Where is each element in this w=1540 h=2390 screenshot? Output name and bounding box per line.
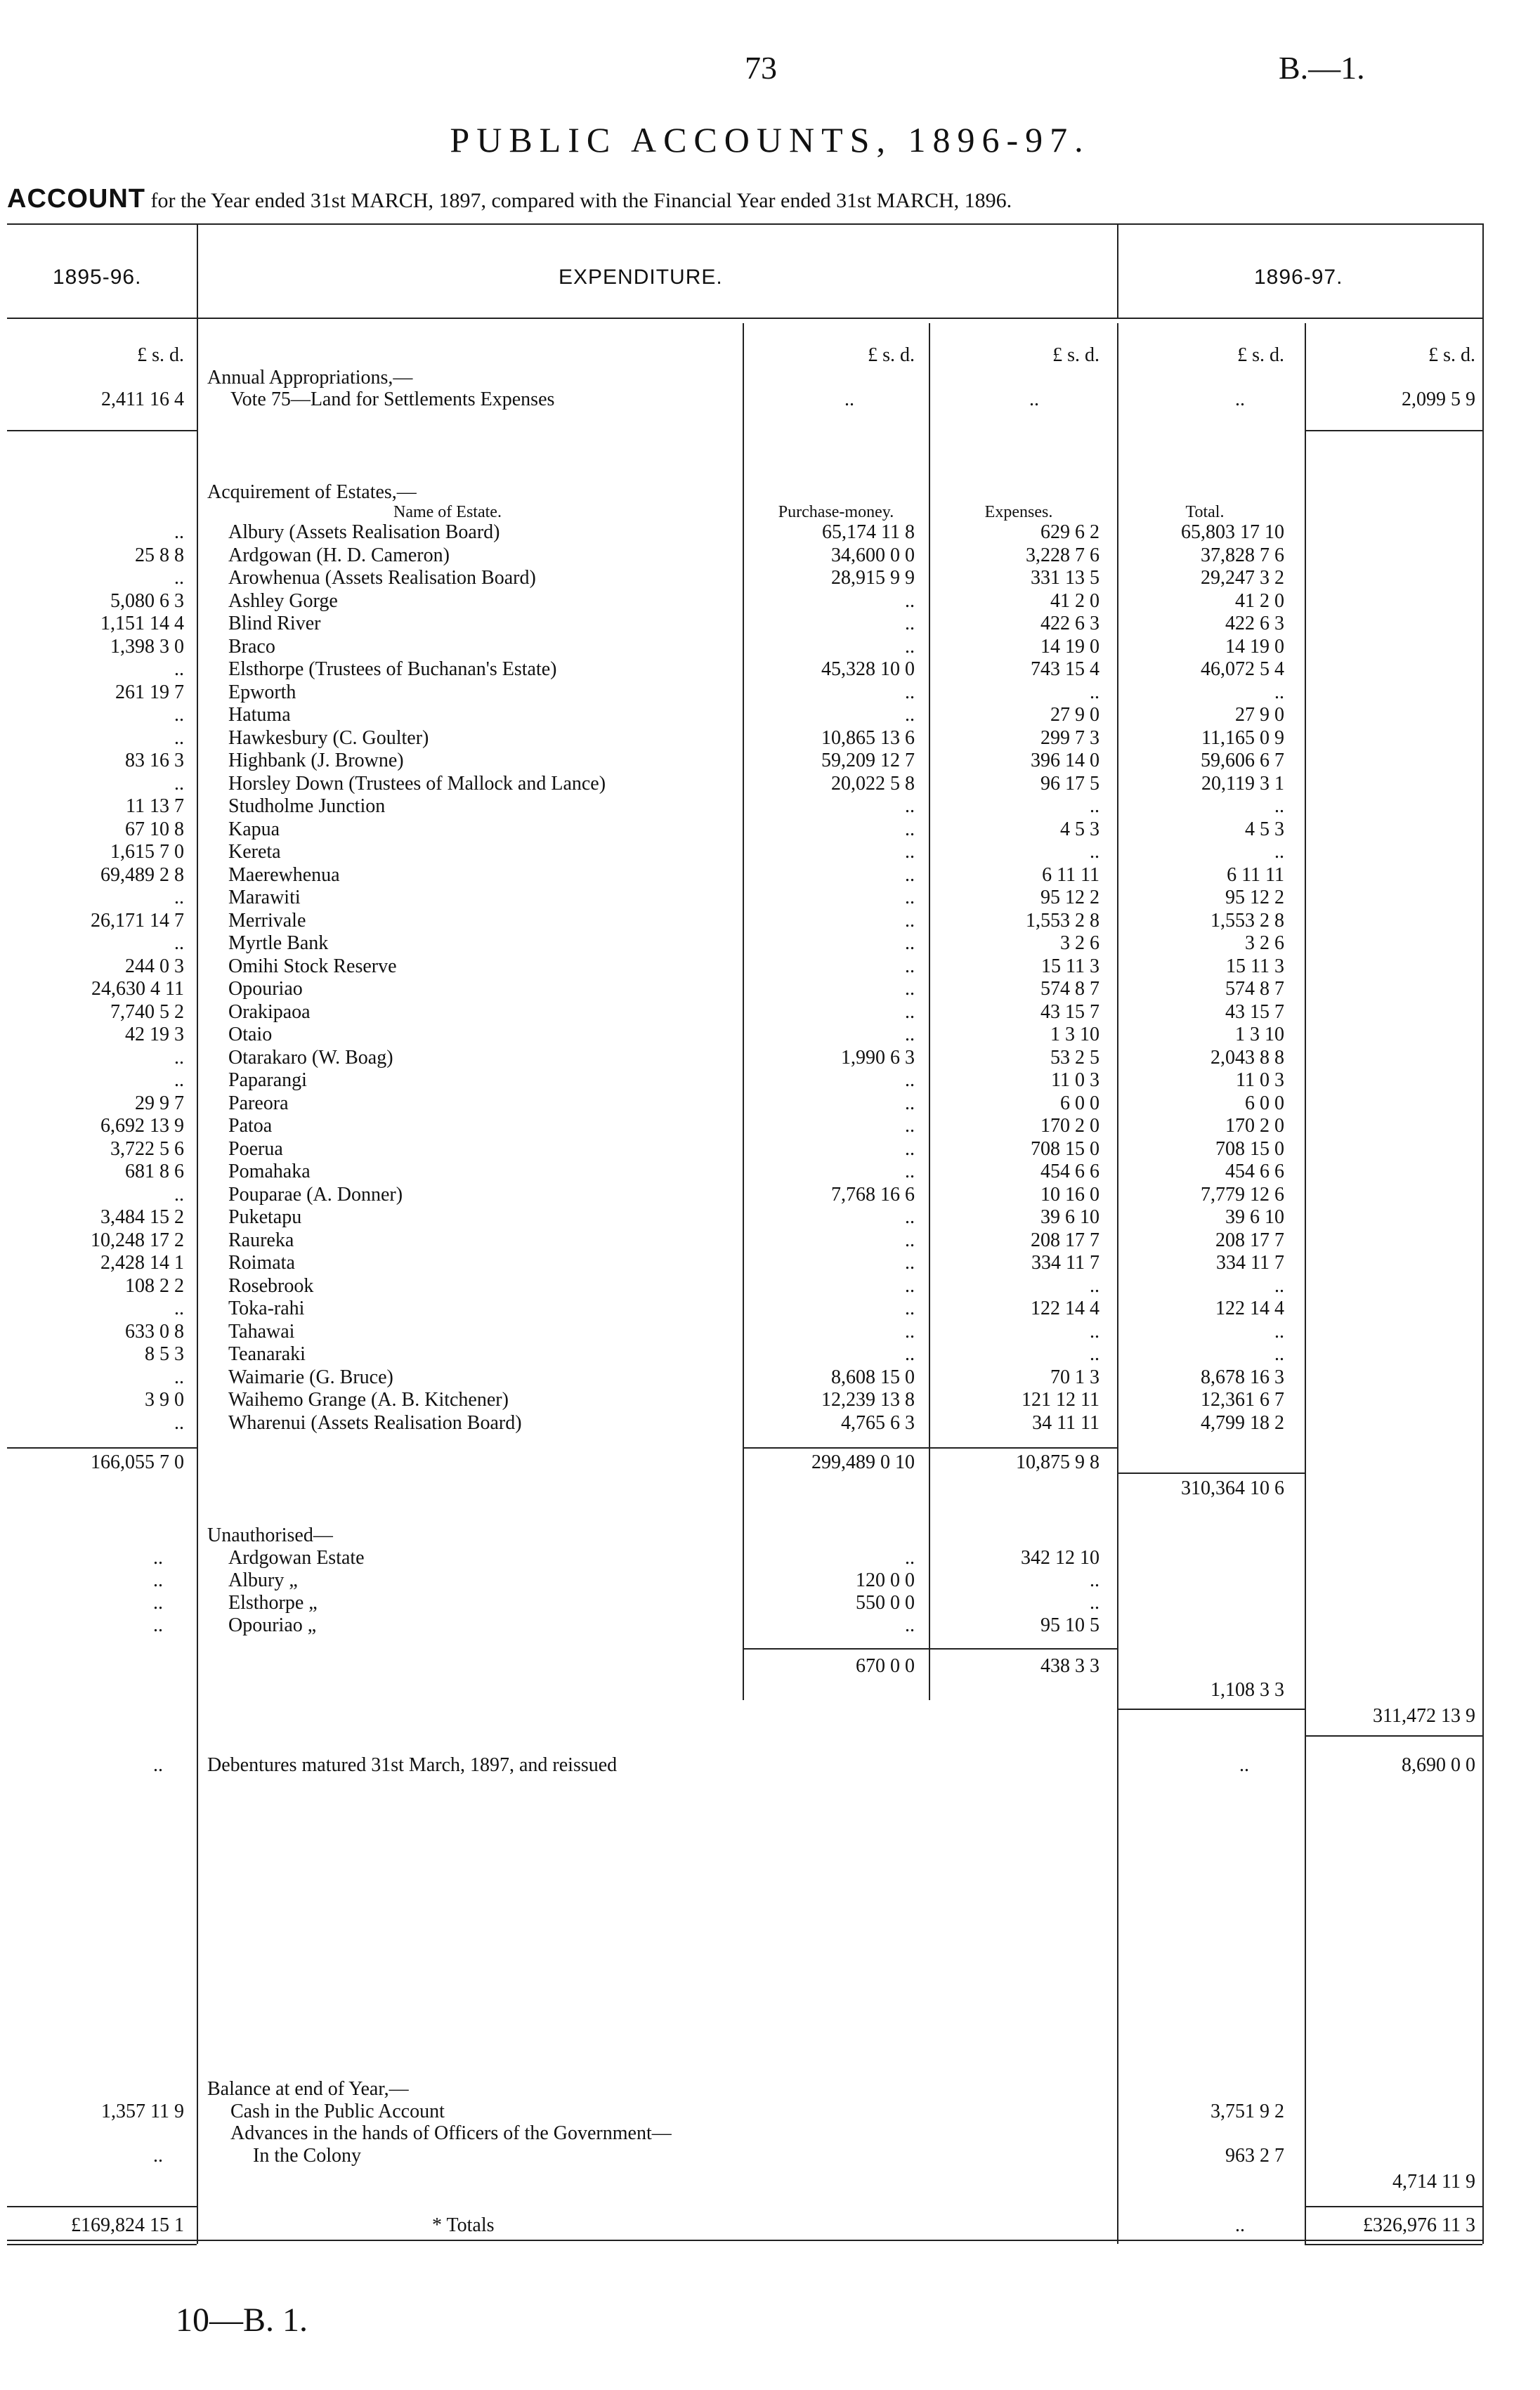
estate-expenses: 43 15 7 (1040, 1001, 1099, 1023)
annual-current-value: 2,099 5 9 (1402, 388, 1475, 410)
estate-prev-value: 1,151 14 4 (100, 613, 184, 634)
estate-expenses: 10 16 0 (1040, 1184, 1099, 1206)
unauth-name: Albury „ (228, 1569, 298, 1591)
estate-total: .. (1274, 795, 1284, 817)
header-year-1895: 1895-96. (53, 266, 142, 289)
estate-purchase-money: .. (905, 636, 915, 658)
unauth-name: Opouriao „ (228, 1614, 317, 1636)
estate-prev-value: .. (174, 704, 184, 726)
estate-prev-value: 2,428 14 1 (100, 1252, 184, 1274)
estate-expenses: 121 12 11 (1022, 1389, 1099, 1411)
estate-total: 4 5 3 (1245, 818, 1284, 840)
acq-prev-subtotal-rule (7, 1447, 197, 1449)
estate-prev-value: 3,722 5 6 (110, 1138, 184, 1160)
estate-expenses: 53 2 5 (1050, 1047, 1099, 1069)
estate-purchase-money: 28,915 9 9 (831, 567, 915, 589)
estate-prev-value: 5,080 6 3 (110, 590, 184, 612)
unauth-prev-value: .. (153, 1614, 163, 1636)
balance-heading: Balance at end of Year,— (207, 2078, 409, 2100)
estate-purchase-money: .. (905, 1229, 915, 1251)
estate-name: Blind River (228, 613, 321, 634)
estate-name: Hawkesbury (C. Goulter) (228, 727, 429, 749)
estate-expenses: 454 6 6 (1040, 1161, 1099, 1182)
estate-expenses: .. (1090, 1275, 1099, 1297)
unauth-expenses: 95 10 5 (1040, 1614, 1099, 1636)
lsd-caption-prev: £ s. d. (137, 344, 184, 366)
unauth-prev-value: .. (153, 1592, 163, 1614)
estate-total: 422 6 3 (1225, 613, 1284, 634)
unauth-purchase-money: .. (905, 1547, 915, 1569)
estate-prev-value: 7,740 5 2 (110, 1001, 184, 1023)
estate-prev-value: 3,484 15 2 (100, 1206, 184, 1228)
header-expenditure: EXPENDITURE. (559, 266, 723, 289)
estate-name: Toka-rahi (228, 1298, 305, 1319)
estate-total: 1,553 2 8 (1211, 910, 1284, 932)
estate-total: 170 2 0 (1225, 1115, 1284, 1137)
header-bottom-rule (7, 318, 1484, 319)
estate-prev-value: 10,248 17 2 (91, 1229, 184, 1251)
estate-name: Elsthorpe (Trustees of Buchanan's Estate) (228, 658, 557, 680)
estate-total: 1 3 10 (1235, 1024, 1284, 1045)
estate-purchase-money: 65,174 11 8 (822, 521, 915, 543)
unauth-purchase-money: 550 0 0 (856, 1592, 915, 1614)
account-subtitle (7, 184, 1012, 214)
unauth-purchase-subtotal: 670 0 0 (856, 1655, 915, 1677)
estate-prev-value: 1,398 3 0 (110, 636, 184, 658)
estate-prev-value: 108 2 2 (125, 1275, 184, 1297)
estate-purchase-money: .. (905, 1321, 915, 1343)
estate-prev-value: 29 9 7 (135, 1092, 184, 1114)
estate-prev-value: 24,630 4 11 (91, 978, 184, 1000)
estate-name: Epworth (228, 681, 296, 703)
debentures-prev-value: .. (153, 1754, 163, 1776)
estate-name: Wharenui (Assets Realisation Board) (228, 1412, 522, 1434)
estate-prev-value: 244 0 3 (125, 955, 184, 977)
estate-expenses: 422 6 3 (1040, 613, 1099, 634)
estate-total: 11 0 3 (1236, 1069, 1284, 1091)
estate-expenses: 15 11 3 (1041, 955, 1099, 977)
estate-purchase-money: .. (905, 1343, 915, 1365)
header-year-1896: 1896-97. (1254, 266, 1343, 289)
annual-leader-expenses: .. (1029, 388, 1039, 410)
unauth-expenses: .. (1090, 1592, 1099, 1614)
estate-total: 37,828 7 6 (1201, 544, 1284, 566)
debentures-current-value: 8,690 0 0 (1402, 1754, 1475, 1776)
estate-prev-value: .. (174, 567, 184, 589)
estate-total: 7,779 12 6 (1201, 1184, 1284, 1206)
estate-total: 95 12 2 (1225, 887, 1284, 908)
estate-name: Roimata (228, 1252, 295, 1274)
estate-purchase-money: .. (905, 1298, 915, 1319)
estate-total: 15 11 3 (1226, 955, 1284, 977)
unauth-expenses: .. (1090, 1569, 1099, 1591)
estate-prev-value: .. (174, 887, 184, 908)
estate-expenses: 3 2 6 (1060, 932, 1099, 954)
estate-total: 27 9 0 (1235, 704, 1284, 726)
estate-total: 14 19 0 (1225, 636, 1284, 658)
estate-purchase-money: .. (905, 978, 915, 1000)
estate-name: Waihemo Grange (A. B. Kitchener) (228, 1389, 509, 1411)
page-number: 73 (745, 50, 777, 86)
estate-total: 708 15 0 (1215, 1138, 1284, 1160)
divider-right-edge (1482, 223, 1484, 2244)
estate-expenses: 6 11 11 (1042, 864, 1099, 886)
estate-purchase-money: .. (905, 1069, 915, 1091)
totals-current-value: £326,976 11 3 (1363, 2214, 1475, 2236)
estate-total: .. (1274, 1343, 1284, 1365)
sub-header-purchase: Purchase-money. (778, 503, 894, 521)
annual-prev-value: 2,411 16 4 (101, 388, 184, 410)
estate-purchase-money: 34,600 0 0 (831, 544, 915, 566)
unauth-prev-value: .. (153, 1569, 163, 1591)
unauth-expenses-subtotal: 438 3 3 (1040, 1655, 1099, 1677)
unauth-purchase-money: .. (905, 1614, 915, 1636)
estate-purchase-money: .. (905, 841, 915, 863)
estate-name: Hatuma (228, 704, 291, 726)
estate-total: 39 6 10 (1225, 1206, 1284, 1228)
divider-header-right (1117, 223, 1118, 319)
estate-name: Arowhenua (Assets Realisation Board) (228, 567, 536, 589)
unauth-name: Elsthorpe „ (228, 1592, 318, 1614)
estate-name: Myrtle Bank (228, 932, 329, 954)
estate-purchase-money: .. (905, 932, 915, 954)
estate-name: Braco (228, 636, 275, 658)
acq-total-subtotal: 310,364 10 6 (1181, 1477, 1284, 1499)
estate-name: Opouriao (228, 978, 303, 1000)
estate-name: Patoa (228, 1115, 273, 1137)
cash-total: 3,751 9 2 (1211, 2101, 1284, 2122)
debentures-label: Debentures matured 31st March, 1897, and reissued (207, 1754, 618, 1776)
estate-expenses: 41 2 0 (1050, 590, 1099, 612)
estate-purchase-money: .. (905, 864, 915, 886)
estate-name: Merrivale (228, 910, 306, 932)
estate-purchase-money: .. (905, 1275, 915, 1297)
estate-name: Waimarie (G. Bruce) (228, 1366, 393, 1388)
estate-expenses: .. (1090, 681, 1099, 703)
estate-total: 6 0 0 (1245, 1092, 1284, 1114)
grand-subtotal-rule (1305, 1735, 1482, 1737)
advances-label: Advances in the hands of Officers of the Government— (230, 2122, 672, 2144)
annual-leader-total: .. (1235, 388, 1245, 410)
estate-total: 65,803 17 10 (1181, 521, 1284, 543)
estate-name: Rosebrook (228, 1275, 314, 1297)
acq-subtotal-rule (743, 1447, 1117, 1449)
estate-prev-value: 69,489 2 8 (100, 864, 184, 886)
totals-double-rule-left (7, 2244, 197, 2245)
estate-purchase-money: .. (905, 1161, 915, 1182)
colony-prev-value: .. (153, 2145, 163, 2167)
estate-purchase-money: 1,990 6 3 (841, 1047, 915, 1069)
estate-purchase-money: 59,209 12 7 (821, 750, 915, 771)
estate-purchase-money: .. (905, 704, 915, 726)
estate-name: Pomahaka (228, 1161, 311, 1182)
estate-expenses: 34 11 11 (1032, 1412, 1099, 1434)
estate-expenses: .. (1090, 795, 1099, 817)
estate-expenses: 743 15 4 (1031, 658, 1099, 680)
estate-name: Puketapu (228, 1206, 302, 1228)
estate-total: 11,165 0 9 (1201, 727, 1284, 749)
estate-name: Omihi Stock Reserve (228, 955, 397, 977)
estate-expenses: 39 6 10 (1040, 1206, 1099, 1228)
estate-name: Teanaraki (228, 1343, 306, 1365)
unauth-total: 1,108 3 3 (1211, 1679, 1284, 1701)
unauth-expenses: 342 12 10 (1021, 1547, 1099, 1569)
estate-expenses: 95 12 2 (1040, 887, 1099, 908)
estate-expenses: 4 5 3 (1060, 818, 1099, 840)
estate-expenses: 708 15 0 (1031, 1138, 1099, 1160)
acq-heading: Acquirement of Estates,— (207, 481, 417, 503)
unauth-prev-value: .. (153, 1547, 163, 1569)
estate-prev-value: .. (174, 1412, 184, 1434)
page-title: PUBLIC ACCOUNTS, 1896-97. (450, 120, 1090, 159)
totals-bottom-rule-left (7, 2240, 197, 2241)
estate-purchase-money: .. (905, 1252, 915, 1274)
estate-prev-value: 261 19 7 (115, 681, 184, 703)
estate-purchase-money: 8,608 15 0 (831, 1366, 915, 1388)
header-top-rule (7, 223, 1484, 225)
estate-name: Kapua (228, 818, 280, 840)
estate-prev-value: 26,171 14 7 (91, 910, 184, 932)
estate-name: Otarakaro (W. Boag) (228, 1047, 393, 1069)
estate-total: .. (1274, 1275, 1284, 1297)
annual-leader-purchase: .. (844, 388, 854, 410)
estate-prev-value: .. (174, 727, 184, 749)
unauth-purchase-money: 120 0 0 (856, 1569, 915, 1591)
acq-expenses-subtotal: 10,875 9 8 (1016, 1451, 1099, 1473)
estate-prev-value: 11 13 7 (126, 795, 184, 817)
totals-double-rule-right (1305, 2244, 1482, 2245)
estate-expenses: 574 8 7 (1040, 978, 1099, 1000)
estate-name: Pareora (228, 1092, 289, 1114)
totals-bottom-rule-right (1305, 2240, 1482, 2241)
estate-total: .. (1274, 681, 1284, 703)
annual-prev-rule (7, 430, 197, 431)
estate-total: 122 14 4 (1215, 1298, 1284, 1319)
estate-name: Kereta (228, 841, 281, 863)
estate-purchase-money: .. (905, 910, 915, 932)
account-subtitle-bold: ACCOUNT (7, 184, 145, 214)
estate-purchase-money: 45,328 10 0 (821, 658, 915, 680)
estate-expenses: 96 17 5 (1040, 773, 1099, 795)
estate-purchase-money: .. (905, 1092, 915, 1114)
cash-prev-value: 1,357 11 9 (101, 2101, 184, 2122)
estate-expenses: 170 2 0 (1040, 1115, 1099, 1137)
estate-expenses: 396 14 0 (1031, 750, 1099, 771)
lsd-caption-expenses: £ s. d. (1052, 344, 1099, 366)
estate-name: Marawiti (228, 887, 301, 908)
estate-name: Albury (Assets Realisation Board) (228, 521, 500, 543)
estate-total: 29,247 3 2 (1201, 567, 1284, 589)
estate-total: 8,678 16 3 (1201, 1366, 1284, 1388)
acq-purchase-subtotal: 299,489 0 10 (811, 1451, 915, 1473)
estate-purchase-money: .. (905, 887, 915, 908)
estate-purchase-money: 20,022 5 8 (831, 773, 915, 795)
lsd-caption-current: £ s. d. (1428, 344, 1475, 366)
estate-expenses: 70 1 3 (1050, 1366, 1099, 1388)
totals-top-rule-left (7, 2206, 197, 2207)
acq-total-rule (1117, 1472, 1305, 1474)
estate-expenses: .. (1090, 1343, 1099, 1365)
lsd-caption-total: £ s. d. (1237, 344, 1284, 366)
estate-name: Studholme Junction (228, 795, 386, 817)
estate-prev-value: .. (174, 932, 184, 954)
estate-prev-value: 3 9 0 (145, 1389, 184, 1411)
estate-expenses: 6 0 0 (1060, 1092, 1099, 1114)
estate-prev-value: 42 19 3 (125, 1024, 184, 1045)
estate-total: 59,606 6 7 (1201, 750, 1284, 771)
estate-prev-value: 633 0 8 (125, 1321, 184, 1343)
estate-name: Paparangi (228, 1069, 307, 1091)
estate-name: Raureka (228, 1229, 294, 1251)
estate-prev-value: .. (174, 1047, 184, 1069)
estate-purchase-money: .. (905, 613, 915, 634)
colony-total: 963 2 7 (1225, 2145, 1284, 2167)
acq-prev-subtotal: 166,055 7 0 (91, 1451, 184, 1473)
estate-expenses: 122 14 4 (1031, 1298, 1099, 1319)
estate-purchase-money: .. (905, 681, 915, 703)
annual-current-rule (1305, 430, 1482, 431)
estate-prev-value: 1,615 7 0 (110, 841, 184, 863)
estate-name: Pouparae (A. Donner) (228, 1184, 403, 1206)
estate-name: Ashley Gorge (228, 590, 338, 612)
account-subtitle-text: for the Year ended 31st MARCH, 1897, compared with the Financial Year ended 31st MARCH, 1896. (150, 189, 1012, 212)
estate-prev-value: .. (174, 1366, 184, 1388)
estate-purchase-money: 4,765 6 3 (841, 1412, 915, 1434)
estate-prev-value: 83 16 3 (125, 750, 184, 771)
unauth-heading: Unauthorised— (207, 1524, 333, 1546)
totals-prev-value: £169,824 15 1 (71, 2214, 184, 2236)
estate-purchase-money: 7,768 16 6 (831, 1184, 915, 1206)
estate-expenses: .. (1090, 1321, 1099, 1343)
estate-total: 43 15 7 (1225, 1001, 1284, 1023)
estate-purchase-money: .. (905, 590, 915, 612)
colony-label: In the Colony (253, 2145, 361, 2167)
estate-prev-value: 6,692 13 9 (100, 1115, 184, 1137)
estate-total: 12,361 6 7 (1201, 1389, 1284, 1411)
estate-name: Poerua (228, 1138, 283, 1160)
estate-prev-value: 8 5 3 (145, 1343, 184, 1365)
estate-purchase-money: .. (905, 1138, 915, 1160)
estate-name: Maerewhenua (228, 864, 340, 886)
totals-leader: .. (1235, 2214, 1245, 2236)
estate-purchase-money: 10,865 13 6 (821, 727, 915, 749)
expenditure-grand-subtotal: 311,472 13 9 (1373, 1705, 1475, 1727)
estate-purchase-money: 12,239 13 8 (821, 1389, 915, 1411)
estate-expenses: 27 9 0 (1050, 704, 1099, 726)
estate-expenses: .. (1090, 841, 1099, 863)
sub-header-name: Name of Estate. (393, 503, 502, 521)
unauth-subtotal-rule (743, 1648, 1117, 1650)
estate-expenses: 14 19 0 (1040, 636, 1099, 658)
estate-total: 6 11 11 (1227, 864, 1284, 886)
estate-total: 2,043 8 8 (1211, 1047, 1284, 1069)
estate-purchase-money: .. (905, 795, 915, 817)
estate-expenses: 331 13 5 (1031, 567, 1099, 589)
estate-purchase-money: .. (905, 1115, 915, 1137)
estate-total: 334 11 7 (1216, 1252, 1284, 1274)
estate-prev-value: 25 8 8 (135, 544, 184, 566)
estate-name: Orakipaoa (228, 1001, 311, 1023)
estate-name: Tahawai (228, 1321, 295, 1343)
estate-total: 41 2 0 (1235, 590, 1284, 612)
estate-prev-value: .. (174, 773, 184, 795)
sub-header-expenses: Expenses. (984, 503, 1053, 521)
estate-purchase-money: .. (905, 818, 915, 840)
estate-prev-value: .. (174, 1069, 184, 1091)
annual-heading: Annual Appropriations,— (207, 367, 413, 388)
estate-total: .. (1274, 1321, 1284, 1343)
divider-current-left (1305, 323, 1306, 2244)
debentures-total: .. (1239, 1754, 1249, 1776)
estate-expenses: 11 0 3 (1051, 1069, 1099, 1091)
estate-prev-value: .. (174, 1298, 184, 1319)
estate-expenses: 1,553 2 8 (1026, 910, 1099, 932)
estate-prev-value: .. (174, 521, 184, 543)
estate-expenses: 208 17 7 (1031, 1229, 1099, 1251)
estate-total: 454 6 6 (1225, 1161, 1284, 1182)
estate-expenses: 3,228 7 6 (1026, 544, 1099, 566)
estate-purchase-money: .. (905, 1001, 915, 1023)
cash-label: Cash in the Public Account (230, 2101, 445, 2122)
estate-prev-value: 681 8 6 (125, 1161, 184, 1182)
totals-label: * Totals (432, 2214, 495, 2236)
estate-purchase-money: .. (905, 1024, 915, 1045)
estate-prev-value: .. (174, 658, 184, 680)
balance-current-value: 4,714 11 9 (1392, 2171, 1475, 2193)
estate-name: Highbank (J. Browne) (228, 750, 404, 771)
divider-prev-column (197, 223, 198, 2244)
estate-prev-value: 67 10 8 (125, 818, 184, 840)
estate-expenses: 299 7 3 (1040, 727, 1099, 749)
document-code: B.—1. (1279, 50, 1365, 86)
estate-total: 3 2 6 (1245, 932, 1284, 954)
lsd-caption-purchase: £ s. d. (868, 344, 915, 366)
annual-vote-label: Vote 75—Land for Settlements Expenses (230, 388, 555, 410)
estate-total: 574 8 7 (1225, 978, 1284, 1000)
estate-name: Otaio (228, 1024, 273, 1045)
estate-total: 20,119 3 1 (1201, 773, 1284, 795)
estate-name: Horsley Down (Trustees of Mallock and Lance) (228, 773, 606, 795)
estate-total: 208 17 7 (1215, 1229, 1284, 1251)
estate-total: 46,072 5 4 (1201, 658, 1284, 680)
estate-total: .. (1274, 841, 1284, 863)
totals-bottom-rule-mid (197, 2240, 1305, 2241)
totals-top-rule-right (1305, 2206, 1482, 2207)
estate-prev-value: .. (174, 1184, 184, 1206)
sub-header-total: Total. (1185, 503, 1225, 521)
estate-name: Ardgowan (H. D. Cameron) (228, 544, 450, 566)
estate-expenses: 629 6 2 (1040, 521, 1099, 543)
estate-total: 4,799 18 2 (1201, 1412, 1284, 1434)
page-footer: 10—B. 1. (176, 2301, 308, 2339)
unauth-name: Ardgowan Estate (228, 1547, 365, 1569)
estate-expenses: 334 11 7 (1031, 1252, 1099, 1274)
estate-expenses: 1 3 10 (1050, 1024, 1099, 1045)
estate-purchase-money: .. (905, 955, 915, 977)
estate-purchase-money: .. (905, 1206, 915, 1228)
unauth-total-rule (1117, 1709, 1305, 1710)
